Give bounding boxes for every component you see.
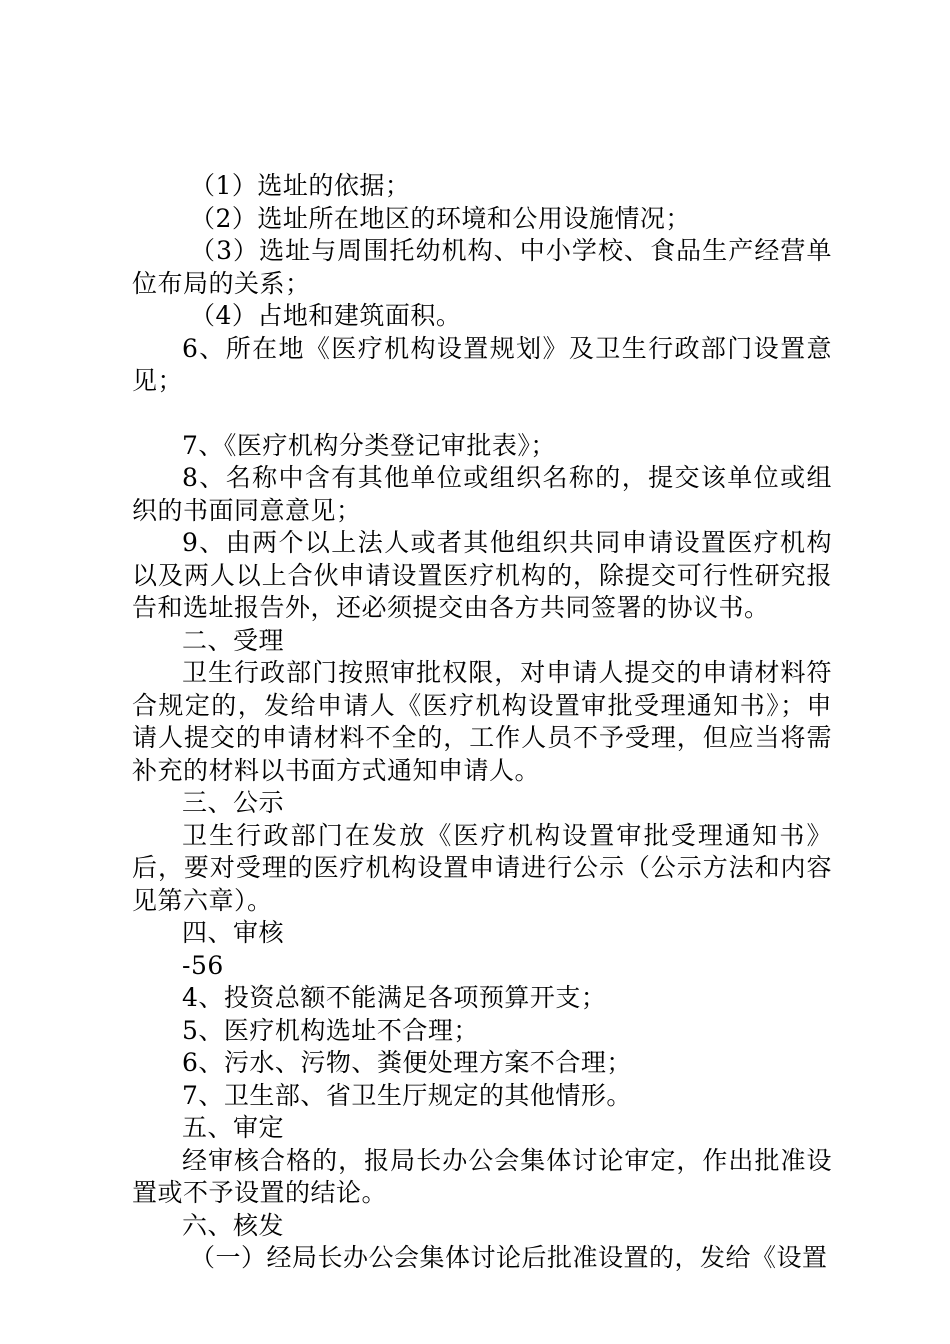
- paragraph: （3）选址与周围托幼机构、中小学校、食品生产经营单位布局的关系；: [132, 236, 832, 298]
- paragraph: 7、卫生部、省卫生厅规定的其他情形。: [182, 1080, 632, 1110]
- paragraph: 4、投资总额不能满足各项预算开支；: [182, 983, 607, 1012]
- section-heading: 六、核发: [182, 1210, 285, 1240]
- paragraph: （4）占地和建筑面积。: [190, 301, 462, 330]
- section-heading: 二、受理: [182, 625, 285, 655]
- paragraph: 5、医疗机构选址不合理；: [182, 1015, 479, 1045]
- paragraph: （2）选址所在地区的环境和公用设施情况；: [190, 203, 691, 233]
- paragraph: 卫生行政部门在发放《医疗机构设置审批受理通知书》后，要对受理的医疗机构设置申请进行公示（公示方法和内容见第六章）。: [132, 820, 832, 915]
- paragraph: 卫生行政部门按照审批权限，对申请人提交的申请材料符合规定的，发给申请人《医疗机构设置审批受理通知书》；申请人提交的申请材料不全的，工作人员不予受理，但应当将需补充的材料以书面方式通知申请人。: [132, 658, 832, 785]
- paragraph: 9、由两个以上法人或者其他组织共同申请设置医疗机构以及两人以上合伙申请设置医疗机构的，除提交可行性研究报告和选址报告外，还必须提交由各方共同签署的协议书。: [132, 528, 832, 622]
- paragraph: 6、所在地《医疗机构设置规划》及卫生行政部门设置意见；: [132, 333, 832, 395]
- paragraph: 8、名称中含有其他单位或组织名称的，提交该单位或组织的书面同意意见；: [132, 463, 832, 525]
- paragraph: （1）选址的依据；: [190, 171, 411, 200]
- page-number: -56: [182, 950, 224, 980]
- blank-line: [132, 398, 832, 430]
- section-heading: 三、公示: [182, 788, 285, 817]
- paragraph: 6、污水、污物、粪便处理方案不合理；: [182, 1048, 632, 1077]
- section-heading: 五、审定: [182, 1113, 285, 1142]
- document-body: [132, 170, 832, 1275]
- paragraph: 7、《医疗机构分类登记审批表》；: [182, 430, 556, 460]
- section-heading: 四、审核: [182, 918, 285, 947]
- paragraph: （一）经局长办公会集体讨论后批准设置的，发给《设置: [190, 1243, 828, 1272]
- paragraph: 经审核合格的，报局长办公会集体讨论审定，作出批准设置或不予设置的结论。: [132, 1145, 832, 1207]
